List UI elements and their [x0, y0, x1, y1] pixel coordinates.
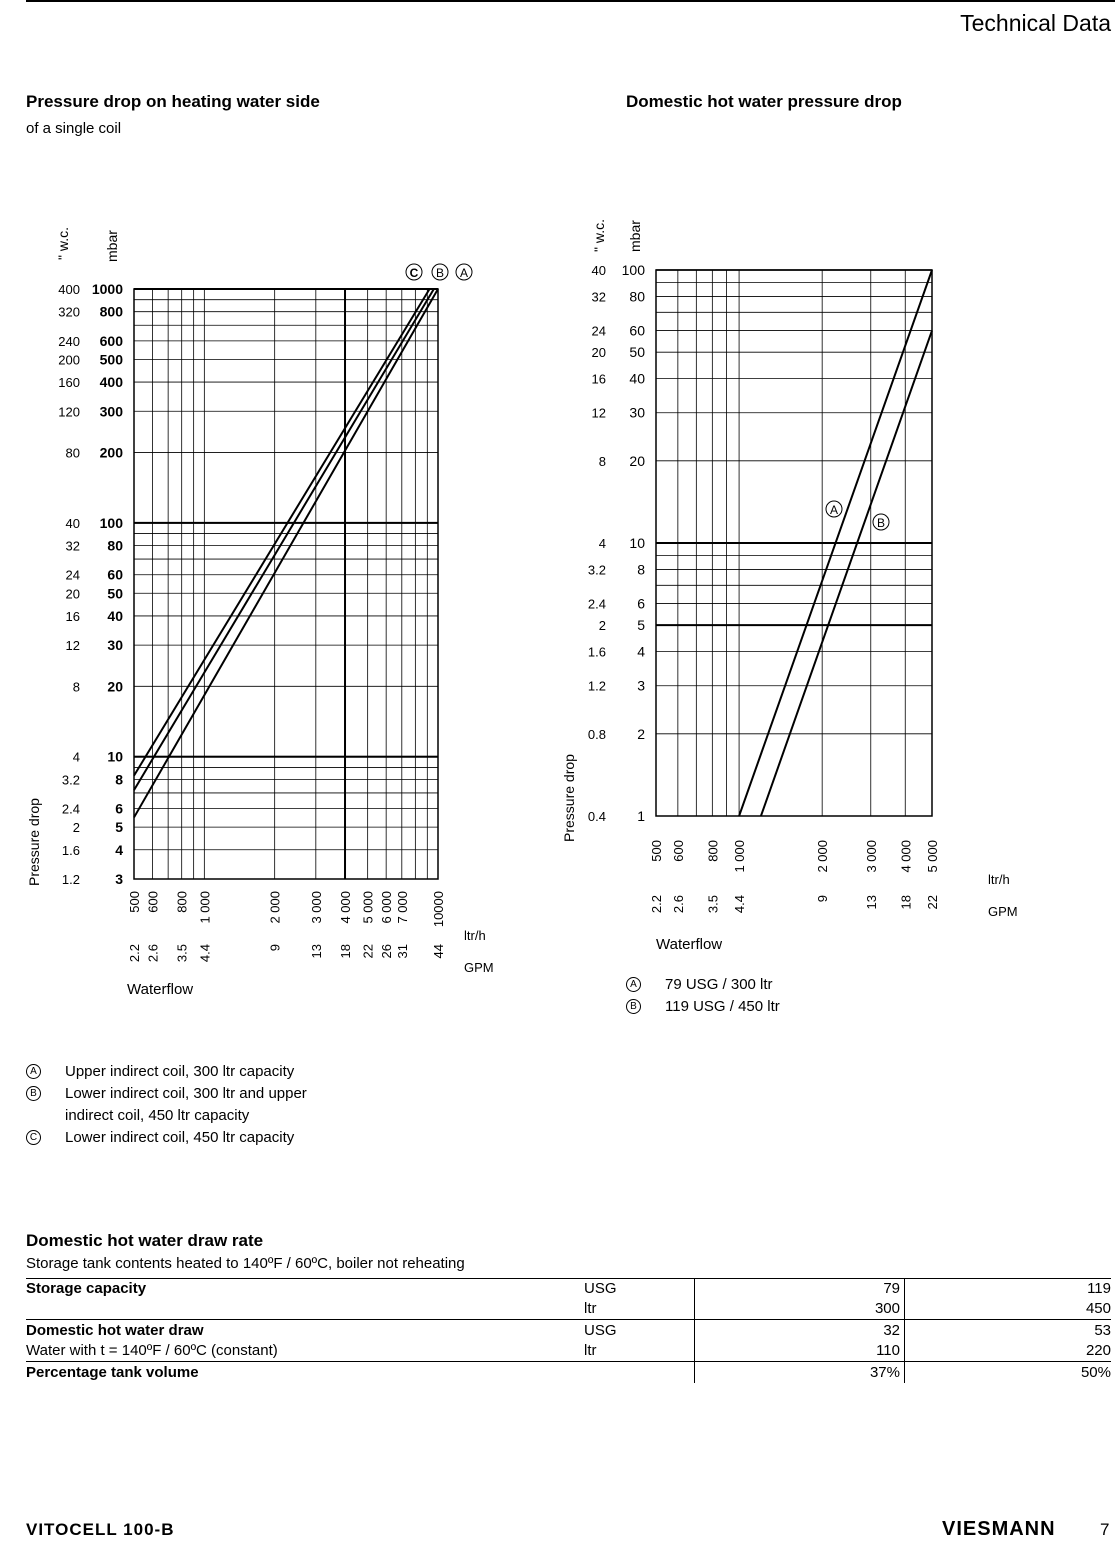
right-y-axis-title: Pressure drop — [561, 754, 577, 842]
y-tick-mbar: 50 — [629, 344, 645, 361]
left-series — [134, 289, 438, 817]
y-tick-wc: 8 — [72, 679, 80, 695]
value: 119 — [1087, 1280, 1111, 1297]
y-tick-mbar: 8 — [637, 561, 645, 578]
curve-label-b: B — [876, 516, 886, 530]
x-tick-ltr: 3 000 — [308, 891, 324, 924]
curve-label-a: A — [829, 503, 839, 517]
right-x-unit-ltr: ltr/h — [988, 872, 1010, 887]
left-legend-item — [26, 1127, 307, 1149]
x-tick-ltr: 3 000 — [863, 840, 879, 873]
value: 79 — [883, 1280, 900, 1297]
x-tick-ltr: 600 — [670, 840, 686, 862]
y-tick-wc: 1.6 — [61, 842, 80, 858]
y-tick-mbar: 50 — [107, 585, 123, 602]
y-tick-mbar: 40 — [629, 370, 645, 387]
y-tick-mbar: 10 — [107, 748, 123, 765]
y-tick-wc: 8 — [598, 453, 606, 469]
plot-frame — [134, 289, 438, 879]
y-tick-mbar: 3 — [115, 871, 123, 887]
value: 220 — [1085, 1342, 1111, 1359]
x-tick-gpm: 3.5 — [174, 944, 190, 963]
y-tick-mbar: 10 — [629, 535, 645, 551]
y-tick-mbar: 4 — [637, 643, 645, 660]
y-tick-wc: 1.6 — [587, 644, 606, 660]
right-grid — [656, 270, 932, 816]
viessmann-logo: VIESMANN — [942, 1518, 1056, 1540]
y-tick-wc: 20 — [65, 586, 80, 602]
left-ticks — [58, 281, 446, 962]
y-tick-wc: 40 — [591, 263, 606, 278]
legend-key: A — [626, 977, 641, 992]
y-tick-wc: 1.2 — [587, 678, 606, 694]
y-tick-mbar: 100 — [621, 262, 645, 278]
curve-label-c: C — [409, 266, 419, 280]
y-tick-mbar: 5 — [115, 819, 123, 836]
y-tick-wc: 40 — [65, 515, 80, 531]
y-tick-wc: 200 — [58, 352, 80, 368]
x-tick-gpm: 4.4 — [732, 895, 748, 914]
y-tick-wc: 160 — [58, 375, 80, 391]
unit: USG — [584, 1280, 617, 1297]
y-tick-mbar: 80 — [629, 288, 645, 305]
x-tick-ltr: 10000 — [431, 891, 446, 928]
y-tick-mbar: 60 — [107, 566, 123, 583]
x-tick-gpm: 22 — [925, 895, 940, 910]
x-tick-gpm: 13 — [308, 944, 324, 959]
x-tick-ltr: 800 — [174, 891, 190, 913]
y-tick-wc: 120 — [58, 404, 80, 420]
series-line-c — [134, 289, 430, 776]
y-tick-wc: 3.2 — [61, 772, 80, 788]
unit: ltr — [584, 1342, 597, 1359]
x-tick-ltr: 600 — [145, 891, 161, 913]
curve-label-a: A — [459, 266, 469, 280]
y-tick-wc: 16 — [591, 371, 606, 387]
right-legend-item — [626, 996, 780, 1018]
left-unit-wc: " w.c. — [55, 227, 71, 260]
series-line-b — [761, 331, 932, 816]
x-tick-gpm: 3.5 — [705, 895, 721, 914]
value: 450 — [1085, 1300, 1111, 1317]
row-label: Domestic hot water draw — [26, 1322, 204, 1339]
value: 37% — [695, 1362, 905, 1384]
y-tick-mbar: 500 — [99, 351, 123, 368]
draw-rate-table — [26, 1278, 1111, 1383]
y-tick-wc: 20 — [591, 345, 606, 361]
legend-key: B — [626, 999, 641, 1014]
left-grid — [134, 289, 438, 879]
y-tick-mbar: 40 — [107, 607, 123, 624]
y-tick-mbar: 2 — [637, 725, 645, 742]
row-label: Storage capacity — [26, 1279, 584, 1320]
series-line-b — [134, 289, 434, 790]
x-tick-gpm: 18 — [338, 944, 354, 959]
x-tick-ltr: 800 — [705, 840, 721, 862]
y-tick-mbar: 1000 — [91, 281, 123, 297]
y-tick-wc: 80 — [65, 445, 80, 461]
legend-key: B — [26, 1086, 41, 1101]
y-tick-wc: 0.8 — [587, 726, 606, 742]
x-tick-ltr: 2 000 — [267, 891, 283, 924]
y-tick-mbar: 60 — [629, 322, 645, 339]
y-tick-mbar: 400 — [99, 374, 123, 391]
left-chart-title: Pressure drop on heating water side — [26, 92, 320, 111]
y-tick-mbar: 600 — [99, 332, 123, 349]
y-tick-wc: 4 — [72, 749, 80, 765]
x-tick-ltr: 2 000 — [815, 840, 831, 873]
right-chart-title: Domestic hot water pressure drop — [626, 92, 902, 111]
y-tick-mbar: 80 — [107, 537, 123, 554]
y-tick-mbar: 8 — [115, 771, 123, 788]
x-tick-ltr: 7 000 — [394, 891, 410, 924]
header-rule — [26, 0, 1115, 2]
y-tick-wc: 12 — [591, 405, 606, 421]
value: 300 — [874, 1300, 900, 1317]
y-tick-wc: 2.4 — [61, 801, 80, 817]
legend-key: A — [26, 1064, 41, 1079]
x-tick-gpm: 2.6 — [145, 944, 161, 963]
y-tick-mbar: 3 — [637, 677, 645, 694]
x-tick-ltr: 4 000 — [898, 840, 914, 873]
page-header-title: Technical Data — [960, 10, 1111, 36]
y-tick-wc: 4 — [598, 536, 606, 551]
dhw-pressure-drop-chart — [540, 190, 1100, 960]
left-y-axis-title: Pressure drop — [26, 798, 42, 886]
y-tick-wc: 2 — [72, 820, 80, 836]
y-tick-wc: 24 — [65, 567, 80, 583]
y-tick-wc: 16 — [65, 608, 80, 624]
page-number: 7 — [1100, 1520, 1110, 1539]
value: 110 — [876, 1342, 900, 1359]
y-tick-mbar: 800 — [99, 303, 123, 320]
x-tick-gpm: 4.4 — [197, 944, 213, 963]
x-tick-ltr: 5 000 — [925, 840, 940, 873]
table-row — [26, 1362, 1111, 1384]
heating-pressure-drop-chart — [0, 200, 520, 1010]
left-unit-mbar: mbar — [104, 230, 120, 262]
table-row — [26, 1320, 1111, 1362]
draw-rate-title: Domestic hot water draw rate — [26, 1231, 264, 1250]
y-tick-wc: 2.4 — [587, 596, 606, 612]
row-label: Percentage tank volume — [26, 1362, 584, 1384]
y-tick-mbar: 20 — [107, 678, 123, 695]
y-tick-wc: 32 — [591, 289, 606, 305]
unit: USG — [584, 1322, 617, 1339]
x-tick-ltr: 1 000 — [732, 840, 748, 873]
table-row — [26, 1279, 1111, 1320]
left-x-axis-title: Waterflow — [127, 981, 194, 998]
legend-text: Upper indirect coil, 300 ltr capacity — [65, 1063, 295, 1080]
unit: ltr — [584, 1300, 597, 1317]
x-tick-gpm: 22 — [360, 944, 376, 959]
y-tick-mbar: 6 — [115, 800, 123, 817]
y-tick-wc: 320 — [58, 304, 80, 320]
draw-rate-subtitle: Storage tank contents heated to 140ºF / 60ºC, boiler not reheating — [26, 1255, 465, 1272]
x-tick-gpm: 44 — [431, 944, 446, 959]
y-tick-mbar: 20 — [629, 452, 645, 469]
x-tick-gpm: 13 — [863, 895, 879, 910]
value: 32 — [883, 1322, 900, 1339]
x-tick-gpm: 26 — [379, 944, 395, 959]
x-tick-gpm: 2.6 — [670, 895, 686, 914]
y-tick-mbar: 100 — [99, 514, 123, 531]
right-x-axis-title: Waterflow — [656, 936, 723, 953]
y-tick-mbar: 4 — [115, 841, 123, 858]
y-tick-mbar: 30 — [629, 404, 645, 421]
y-tick-wc: 32 — [65, 538, 80, 554]
x-tick-gpm: 2.2 — [649, 895, 664, 914]
left-legend-item — [26, 1061, 307, 1083]
x-tick-gpm: 9 — [267, 944, 283, 952]
x-tick-ltr: 1 000 — [197, 891, 213, 924]
value: 50% — [905, 1362, 1112, 1384]
footer-model: VITOCELL 100-B — [26, 1520, 175, 1539]
legend-text: Lower indirect coil, 450 ltr capacity — [65, 1129, 295, 1146]
legend-text: Lower indirect coil, 300 ltr and upper — [65, 1085, 307, 1102]
y-tick-wc: 0.4 — [587, 809, 606, 824]
legend-text: 119 USG / 450 ltr — [665, 998, 780, 1015]
curve-label-b: B — [435, 266, 445, 280]
y-tick-wc: 3.2 — [587, 562, 606, 578]
series-line-a — [134, 289, 438, 817]
y-tick-mbar: 1 — [637, 808, 645, 824]
left-legend-item — [26, 1083, 307, 1127]
legend-text: indirect coil, 450 ltr capacity — [65, 1107, 250, 1124]
y-tick-mbar: 5 — [637, 617, 645, 634]
y-tick-wc: 12 — [65, 638, 80, 654]
y-tick-wc: 240 — [58, 333, 80, 349]
y-tick-wc: 24 — [591, 323, 606, 339]
left-chart-subtitle: of a single coil — [26, 120, 122, 137]
x-tick-gpm: 2.2 — [127, 944, 142, 963]
y-tick-wc: 2 — [598, 618, 606, 634]
right-x-unit-gpm: GPM — [988, 904, 1018, 919]
y-tick-wc: 400 — [58, 282, 80, 297]
x-tick-ltr: 500 — [649, 840, 664, 862]
left-x-unit-ltr: ltr/h — [464, 928, 486, 943]
right-unit-mbar: mbar — [627, 220, 643, 252]
row-label-sub: Water with t = 140ºF / 60ºC (constant) — [26, 1342, 278, 1359]
value: 53 — [1094, 1322, 1111, 1339]
y-tick-mbar: 6 — [637, 595, 645, 612]
x-tick-ltr: 5 000 — [360, 891, 376, 924]
legend-text: 79 USG / 300 ltr — [665, 976, 773, 993]
y-tick-mbar: 200 — [99, 444, 123, 461]
x-tick-gpm: 31 — [394, 944, 410, 959]
y-tick-mbar: 30 — [107, 637, 123, 654]
legend-key: C — [26, 1130, 41, 1145]
left-curve-labels — [406, 264, 472, 280]
right-curve-labels — [826, 501, 889, 530]
right-unit-wc: " w.c. — [591, 219, 607, 252]
right-legend-item — [626, 974, 780, 996]
left-x-unit-gpm: GPM — [464, 960, 494, 975]
x-tick-ltr: 6 000 — [379, 891, 395, 924]
x-tick-gpm: 9 — [815, 895, 831, 903]
x-tick-ltr: 4 000 — [338, 891, 354, 924]
x-tick-ltr: 500 — [127, 891, 142, 913]
y-tick-wc: 1.2 — [61, 872, 80, 887]
right-legend — [626, 974, 780, 1018]
left-legend — [26, 1061, 307, 1149]
x-tick-gpm: 18 — [898, 895, 914, 910]
y-tick-mbar: 300 — [99, 403, 123, 420]
